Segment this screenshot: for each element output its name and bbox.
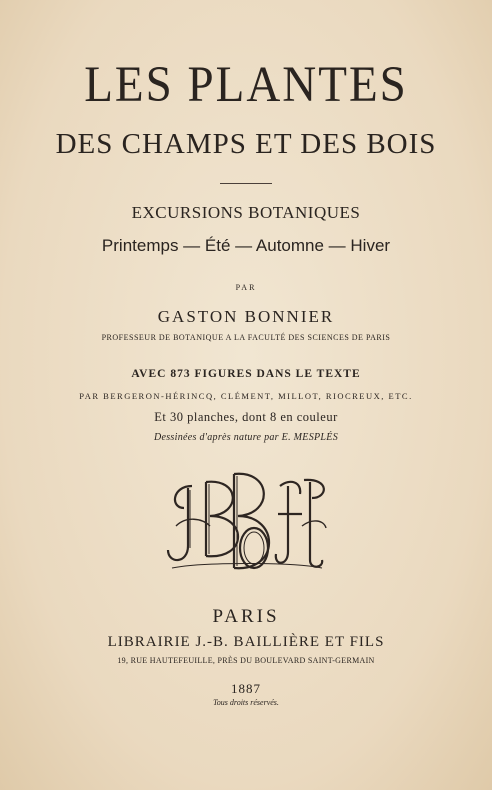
by-label: PAR bbox=[235, 283, 257, 292]
plates-line: Et 30 planches, dont 8 en couleur bbox=[154, 410, 338, 424]
publisher-monogram-icon bbox=[162, 468, 332, 578]
divider-rule bbox=[220, 183, 272, 184]
author-title: PROFESSEUR DE BOTANIQUE A LA FACULTÉ DES SCIENCES DE PARIS bbox=[101, 333, 391, 342]
publisher-address: 19, RUE HAUTEFEUILLE, PRÈS DU BOULEVARD SAINT-GERMAIN bbox=[117, 656, 375, 665]
book-title: LES PLANTES bbox=[84, 56, 408, 114]
author-name: GASTON BONNIER bbox=[157, 307, 335, 326]
book-subtitle: DES CHAMPS ET DES BOIS bbox=[55, 128, 437, 160]
publisher-name: LIBRAIRIE J.-B. BAILLIÈRE ET FILS bbox=[107, 634, 385, 650]
section-title: EXCURSIONS BOTANIQUES bbox=[131, 203, 361, 222]
publication-city: PARIS bbox=[212, 606, 280, 627]
publication-year: 1887 bbox=[231, 681, 261, 696]
illustrators-line: PAR BERGERON-HÉRINCQ, CLÉMENT, MILLOT, RIOCREUX, ETC. bbox=[79, 391, 413, 401]
drawn-by-line: Dessinées d'après nature par E. MESPLÉS bbox=[153, 432, 338, 443]
seasons-line: Printemps — Été — Automne — Hiver bbox=[101, 236, 391, 255]
figures-line: AVEC 873 FIGURES DANS LE TEXTE bbox=[131, 368, 361, 380]
rights-notice: Tous droits réservés. bbox=[213, 698, 279, 707]
